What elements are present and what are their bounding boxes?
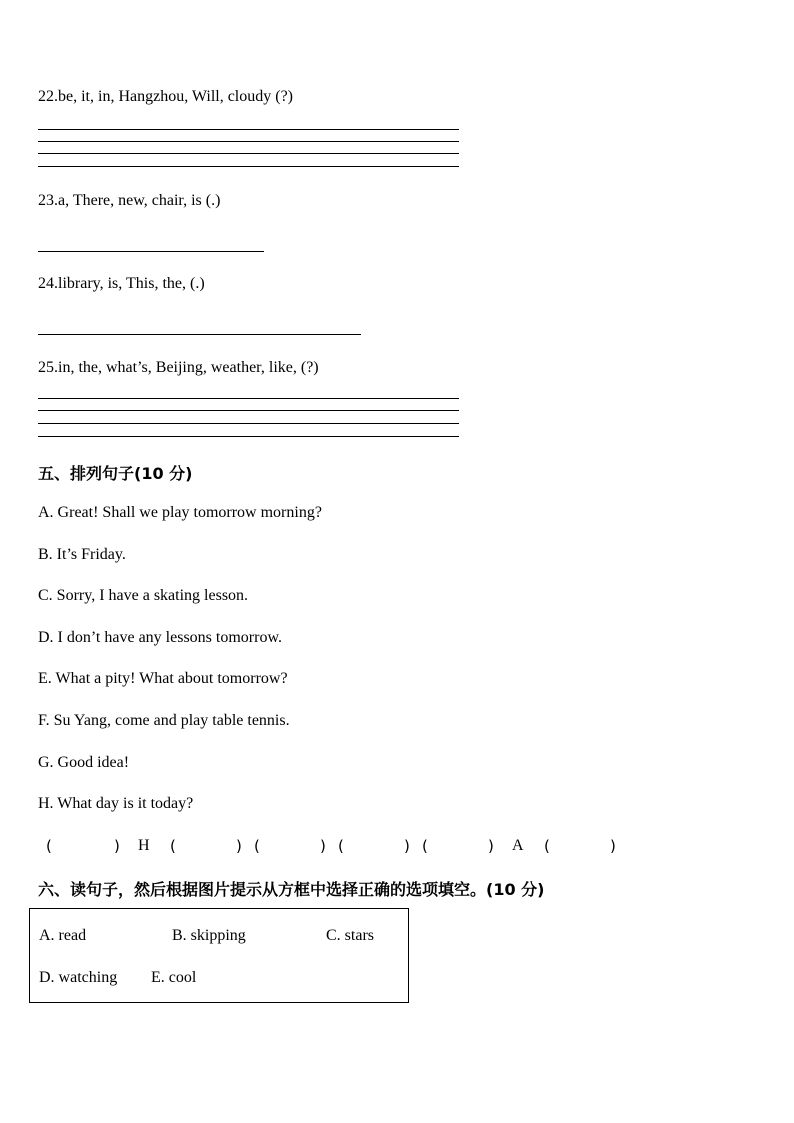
sentence-d: D. I don’t have any lessons tomorrow. <box>38 629 282 646</box>
open-paren: ( <box>46 837 52 855</box>
question-words: library, is, This, the, (.) <box>58 275 205 292</box>
open-paren: ( <box>338 837 344 855</box>
open-paren: ( <box>254 837 260 855</box>
sentence-g: G. Good idea! <box>38 754 130 771</box>
close-paren: ) <box>488 837 494 855</box>
section-5-heading: 五、排列句子(10 分) <box>38 464 193 483</box>
question-number: 23. <box>38 192 58 209</box>
section-6-heading: 六、读句子，然后根据图片提示从方框中选择正确的选项填空。(10 分) <box>38 880 545 899</box>
close-paren: ) <box>320 837 326 855</box>
close-paren: ) <box>404 837 410 855</box>
answer-line[interactable] <box>38 436 459 437</box>
option-a: A. read <box>39 927 87 944</box>
option-d: D. watching <box>39 969 118 986</box>
open-paren: ( <box>422 837 428 855</box>
answer-line[interactable] <box>38 410 459 411</box>
prefilled-answer-a: A <box>512 837 524 854</box>
sentence-f: F. Su Yang, come and play table tennis. <box>38 712 290 729</box>
sentence-b: B. It’s Friday. <box>38 546 126 563</box>
close-paren: ) <box>610 837 616 855</box>
answer-line[interactable] <box>38 423 459 424</box>
word-bank-box <box>29 908 409 1003</box>
prefilled-answer-h: H <box>138 837 150 854</box>
question-25 <box>38 359 319 377</box>
question-number: 25. <box>38 359 58 376</box>
sentence-h: H. What day is it today? <box>38 795 194 812</box>
question-number: 22. <box>38 88 58 105</box>
answer-line[interactable] <box>38 166 459 167</box>
answer-line[interactable] <box>38 398 459 399</box>
close-paren: ) <box>236 837 242 855</box>
answer-line[interactable] <box>38 334 361 335</box>
option-e: E. cool <box>151 969 197 986</box>
open-paren: ( <box>544 837 550 855</box>
question-words: a, There, new, chair, is (.) <box>58 192 221 209</box>
answer-line[interactable] <box>38 251 264 252</box>
option-b: B. skipping <box>172 927 246 944</box>
close-paren: ) <box>114 837 120 855</box>
answer-line[interactable] <box>38 141 459 142</box>
answer-line[interactable] <box>38 153 459 154</box>
sentence-a: A. Great! Shall we play tomorrow morning? <box>38 504 322 521</box>
question-22 <box>38 88 293 106</box>
question-words: in, the, what’s, Beijing, weather, like, (?) <box>58 359 319 376</box>
sentence-e: E. What a pity! What about tomorrow? <box>38 670 288 687</box>
sentence-c: C. Sorry, I have a skating lesson. <box>38 587 249 604</box>
question-24 <box>38 275 205 293</box>
question-words: be, it, in, Hangzhou, Will, cloudy (?) <box>58 88 294 105</box>
open-paren: ( <box>170 837 176 855</box>
answer-line[interactable] <box>38 129 459 130</box>
option-c: C. stars <box>326 927 374 944</box>
question-number: 24. <box>38 275 58 292</box>
question-23 <box>38 192 220 210</box>
